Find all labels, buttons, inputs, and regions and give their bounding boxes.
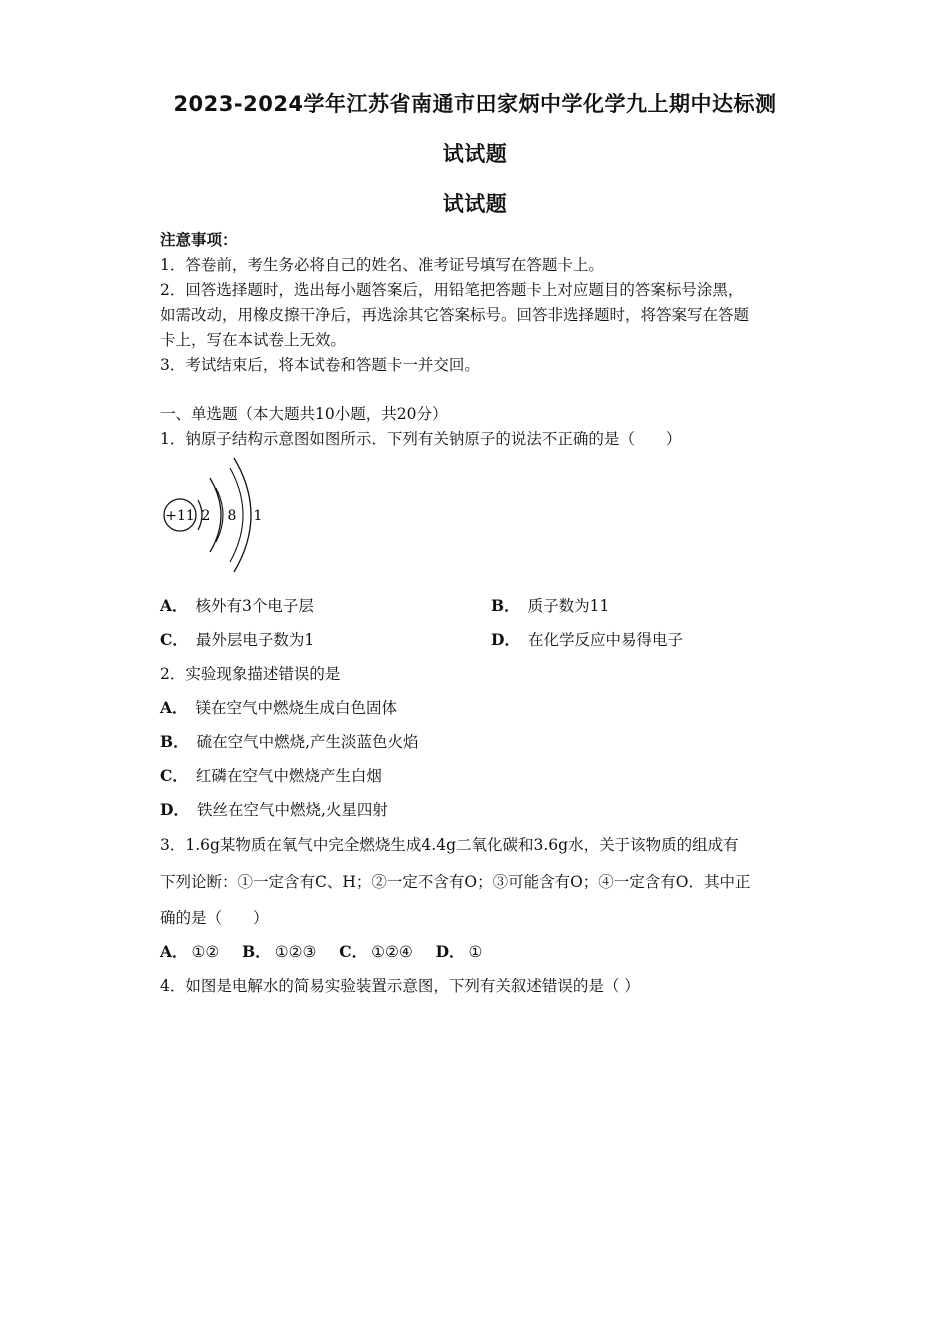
option-label: B．	[160, 732, 189, 751]
option-label: C．	[160, 630, 188, 649]
option-text: 红磷在空气中燃烧产生白烟	[195, 767, 382, 785]
option-text: ①	[468, 943, 483, 961]
section-heading: 一、单选题（本大题共10小题，共20分）	[160, 405, 448, 423]
electron-shell-2-inner	[216, 488, 223, 542]
page-title-line2: 试试题	[442, 142, 508, 166]
question-2-option-b	[160, 730, 419, 752]
notice-item-2-line2: 如需改动，用橡皮擦干净后，再选涂其它答案标号。回答非选择题时，将答案写在答题	[160, 306, 750, 324]
option-text: 核外有3个电子层	[195, 597, 314, 615]
option-label: A．	[160, 596, 188, 615]
question-3-options	[160, 940, 486, 962]
question-1-option-a	[160, 594, 314, 616]
question-4-stem: 4．如图是电解水的简易实验装置示意图，下列有关叙述错误的是（ ）	[160, 977, 640, 995]
question-2-option-d	[160, 798, 388, 820]
shell-2-count: 8	[227, 508, 237, 524]
shell-1-count: 2	[201, 508, 211, 524]
option-label: B．	[242, 942, 271, 961]
notice-item-1: 1．答卷前，考生务必将自己的姓名、准考证号填写在答题卡上。	[160, 256, 604, 274]
option-label: B．	[491, 596, 520, 615]
shell-3-count: 1	[253, 508, 263, 524]
option-label: D．	[435, 942, 465, 961]
question-1-option-b	[491, 594, 609, 616]
sodium-atom-diagram	[158, 452, 278, 576]
question-2-option-c	[160, 764, 382, 786]
nucleus-charge-label: +11	[165, 508, 195, 524]
option-label: A．	[160, 942, 188, 961]
notice-item-2-line1: 2．回答选择题时，选出每小题答案后，用铅笔把答题卡上对应题目的答案标号涂黑，	[160, 281, 744, 299]
option-text: ①②	[191, 943, 220, 961]
question-1-option-c	[160, 628, 314, 650]
option-text: 铁丝在空气中燃烧,火星四射	[196, 801, 388, 819]
page-title: 2023-2024学年江苏省南通市田家炳中学化学九上期中达标测	[173, 92, 777, 116]
notice-item-3: 3．考试结束后，将本试卷和答题卡一并交回。	[160, 356, 480, 374]
option-text: 镁在空气中燃烧生成白色固体	[195, 699, 398, 717]
option-text: 最外层电子数为1	[195, 631, 315, 649]
question-3-stem-line2: 下列论断：①一定含有C、H；②一定不含有O；③可能含有O；④一定含有O．其中正	[160, 873, 751, 891]
question-3-stem-line1: 3．1.6g某物质在氧气中完全燃烧生成4.4g二氧化碳和3.6g水，关于该物质的组成有	[160, 836, 739, 854]
notice-heading: 注意事项：	[160, 230, 238, 249]
option-text: ①②③	[274, 943, 317, 961]
option-label: C．	[160, 766, 188, 785]
page-title-line3: 试试题	[442, 192, 508, 216]
question-3-stem-line3: 确的是（ ）	[160, 909, 269, 927]
electron-shell-2	[210, 478, 221, 552]
question-2-option-a	[160, 696, 397, 718]
option-label: A．	[160, 698, 188, 717]
option-label: D．	[491, 630, 520, 649]
option-text: 硫在空气中燃烧,产生淡蓝色火焰	[196, 733, 419, 751]
question-1-option-d	[491, 628, 683, 650]
notice-item-2-line3: 卡上，写在本试卷上无效。	[160, 331, 347, 349]
option-text: 在化学反应中易得电子	[527, 631, 683, 649]
option-text: 质子数为11	[527, 597, 610, 615]
option-label: D．	[160, 800, 189, 819]
question-1-stem: 1．钠原子结构示意图如图所示．下列有关钠原子的说法不正确的是（ ）	[160, 430, 682, 448]
question-2-stem: 2．实验现象描述错误的是	[160, 665, 341, 683]
option-label: C．	[339, 942, 368, 961]
option-text: ①②④	[371, 943, 413, 961]
